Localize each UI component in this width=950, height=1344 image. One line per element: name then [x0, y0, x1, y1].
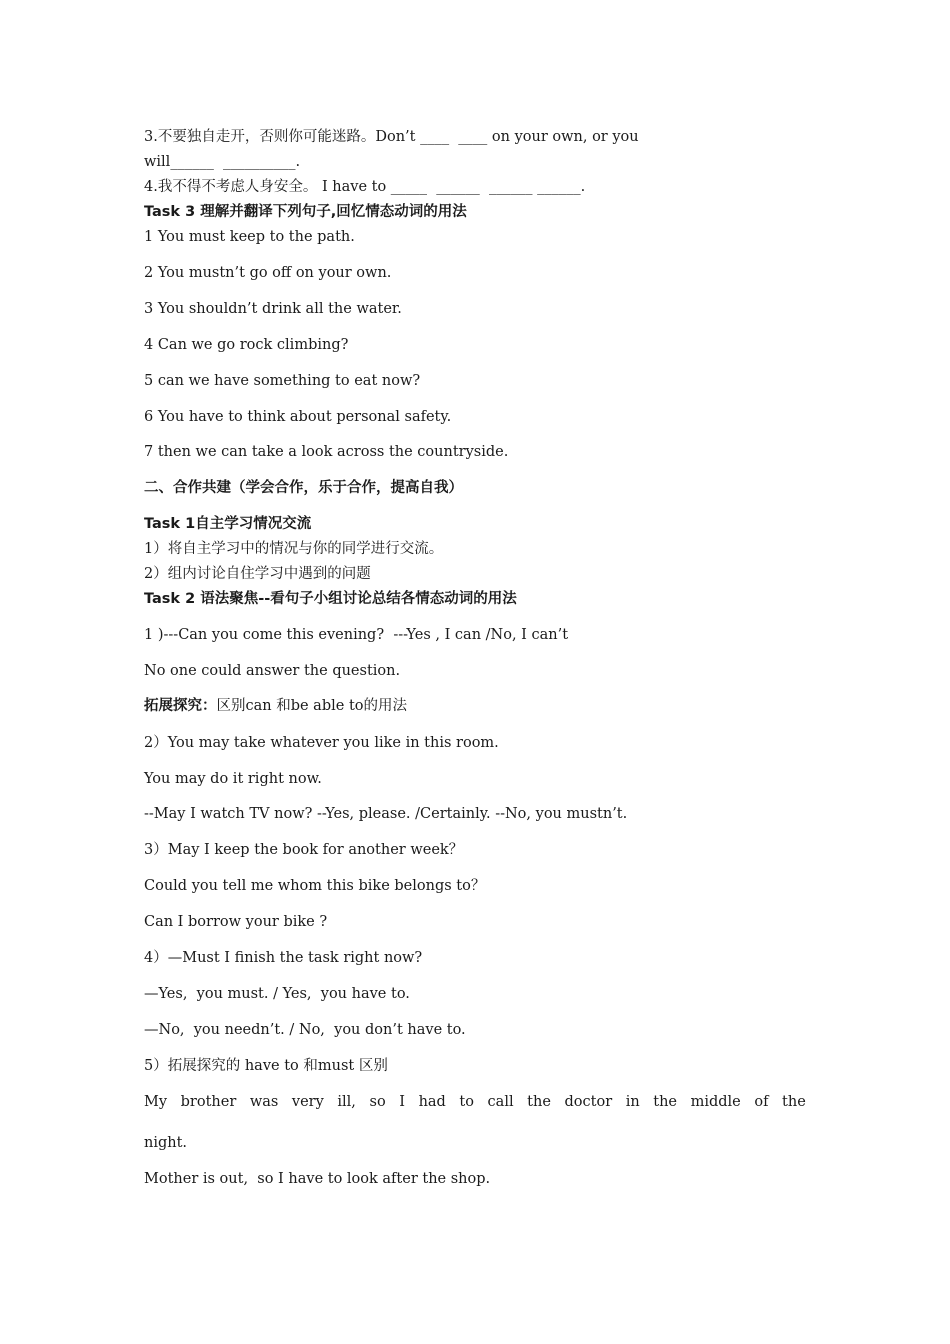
- word: of: [754, 1094, 769, 1110]
- example-5: 5）拓展探究的 have to 和must 区别: [144, 1058, 388, 1074]
- word: so: [369, 1094, 386, 1110]
- word: very: [291, 1094, 324, 1110]
- word: had: [418, 1094, 446, 1110]
- word: call: [487, 1094, 514, 1110]
- word: in: [625, 1094, 640, 1110]
- task-1-heading: Task 1自主学习情况交流: [144, 516, 312, 532]
- section-2-title: 二、合作共建（学会合作，乐于合作，提高自我）: [144, 480, 463, 496]
- word: My: [144, 1094, 168, 1110]
- example-4b: —Yes, you must. / Yes, you have to.: [144, 986, 410, 1002]
- sentence-7: 7 then we can take a look across the countryside.: [144, 444, 509, 460]
- text-line-fill-blank-3: 3.不要独自走开，否则你可能迷路。Don’t ____ ____ on your own, or you: [144, 129, 639, 145]
- word: I: [399, 1094, 405, 1110]
- example-1: 1 )---Can you come this evening? ---Yes , I can /No, I can’t: [144, 627, 569, 643]
- example-4: 4）—Must I finish the task right now?: [144, 950, 423, 966]
- example-4c: —No, you needn’t. / No, you don’t have to.: [144, 1022, 466, 1038]
- example-3: 3）May I keep the book for another week？: [144, 842, 464, 858]
- word: brother: [180, 1094, 237, 1110]
- example-1b: No one could answer the question.: [144, 663, 401, 679]
- sentence-3: 3 You shouldn’t drink all the water.: [144, 301, 402, 317]
- example-5c: Mother is out, so I have to look after the shop.: [144, 1171, 491, 1187]
- word: ill,: [337, 1094, 356, 1110]
- word: to: [459, 1094, 474, 1110]
- example-3b: Could you tell me whom this bike belongs to？: [144, 878, 486, 894]
- word: the: [782, 1094, 806, 1110]
- task-2-heading: Task 2 语法聚焦--看句子小组讨论总结各情态动词的用法: [144, 591, 517, 607]
- section-2-heading: [144, 479, 463, 497]
- example-2c: --May I watch TV now? --Yes, please. /Certainly. --No, you mustn’t.: [144, 806, 628, 822]
- task-1-item-2: 2）组内讨论自住学习中遇到的问题: [144, 566, 371, 582]
- word: the: [653, 1094, 678, 1110]
- word: the: [527, 1094, 551, 1110]
- example-3c: Can I borrow your bike ?: [144, 914, 328, 930]
- text-line-fill-blank-3-cont: will______ __________.: [144, 154, 301, 170]
- task-1-item-1: 1）将自主学习中的情况与你的同学进行交流。: [144, 541, 444, 557]
- example-5b-cont: night.: [144, 1135, 188, 1151]
- sentence-2: 2 You mustn’t go off on your own.: [144, 265, 392, 281]
- sentence-5: 5 can we have something to eat now?: [144, 373, 421, 389]
- example-2b: You may do it right now.: [144, 771, 322, 787]
- extension-text: 区别can 和be able to的用法: [216, 698, 407, 714]
- sentence-4: 4 Can we go rock climbing?: [144, 337, 349, 353]
- example-5b: [144, 1093, 806, 1111]
- sentence-1: 1 You must keep to the path.: [144, 229, 355, 245]
- extension-label: 拓展探究：: [144, 698, 217, 714]
- word: middle: [690, 1094, 741, 1110]
- word: doctor: [564, 1094, 613, 1110]
- task-3-heading: Task 3 理解并翻译下列句子,回忆情态动词的用法: [144, 204, 467, 220]
- sentence-6: 6 You have to think about personal safety.: [144, 409, 452, 425]
- word: was: [249, 1094, 279, 1110]
- text-line-fill-blank-4: 4.我不得不考虑人身安全。 I have to _____ ______ ______ ______.: [144, 179, 586, 195]
- example-2: 2）You may take whatever you like in this room.: [144, 735, 499, 751]
- extension-note: [144, 697, 407, 715]
